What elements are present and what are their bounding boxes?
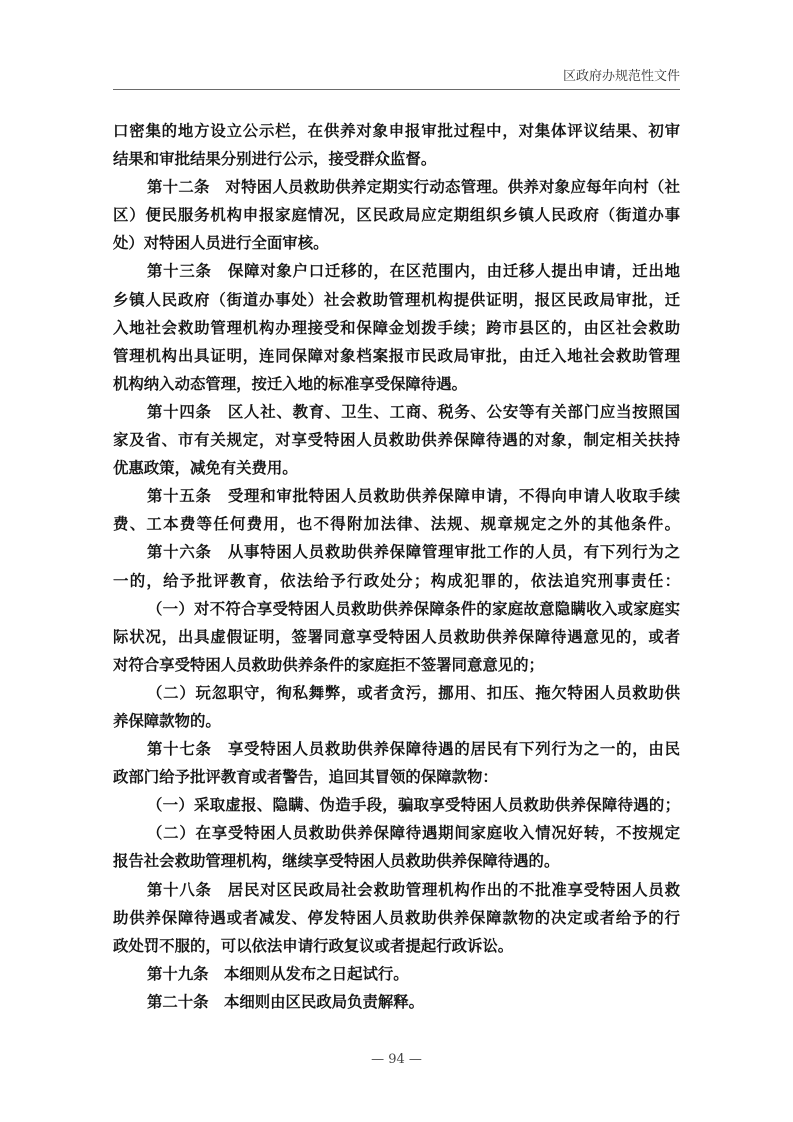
body-line: 第十九条 本细则从发布之日起试行。 <box>147 964 409 983</box>
article-14-paragraph <box>113 398 680 482</box>
body-line: 第十二条 对特困人员救助供养定期实行动态管理。供养对象应每年向村（社 <box>147 178 680 197</box>
body-line: 第十三条 保障对象户口迁移的，在区范围内，由迁移人提出申请，迁出地 <box>147 262 680 281</box>
body-line: 家及省、市有关规定，对享受特困人员救助供养保障待遇的对象，制定相关扶持 <box>113 431 680 450</box>
body-line: 一的，给予批评教育，依法给予行政处分；构成犯罪的，依法追究刑事责任： <box>113 571 680 590</box>
article-12-paragraph <box>113 173 680 257</box>
body-line: 入地社会救助管理机构办理接受和保障金划拨手续；跨市县区的，由区社会救助 <box>113 318 680 337</box>
body-line: 助供养保障待遇或者减发、停发特困人员救助供养保障款物的决定或者给予的行 <box>113 908 680 927</box>
page-number: — 94 — <box>371 1052 422 1067</box>
body-line: 费、工本费等任何费用，也不得附加法律、法规、规章规定之外的其他条件。 <box>113 515 680 534</box>
body-line: 结果和审批结果分别进行公示，接受群众监督。 <box>113 150 437 169</box>
body-line: 际状况，出具虚假证明，签署同意享受特困人员救助供养保障待遇意见的，或者 <box>113 627 680 646</box>
body-line: 区）便民服务机构申报家庭情况，区民政局应定期组织乡镇人民政府（街道办事 <box>113 206 680 225</box>
article-17-item-2 <box>113 819 680 875</box>
article-17-paragraph <box>113 735 680 791</box>
article-17-item-1 <box>113 791 680 819</box>
body-line: 口密集的地方设立公示栏，在供养对象申报审批过程中，对集体评议结果、初审 <box>113 122 680 140</box>
article-20-paragraph <box>113 988 680 1016</box>
article-16-item-2 <box>113 679 680 735</box>
article-paragraph <box>113 117 680 173</box>
body-line: 第十八条 居民对区民政局社会救助管理机构作出的不批准享受特困人员救 <box>147 880 680 899</box>
body-line: 第二十条 本细则由区民政局负责解释。 <box>147 992 425 1011</box>
body-line: （二）玩忽职守，徇私舞弊，或者贪污，挪用、扣压、拖欠特困人员救助供 <box>147 683 680 702</box>
body-line: 第十六条 从事特困人员救助供养保障管理审批工作的人员，有下列行为之 <box>147 543 680 562</box>
body-line: 管理机构出具证明，连同保障对象档案报市民政局审批，由迁入地社会救助管理 <box>113 346 680 365</box>
article-13-paragraph <box>113 257 680 397</box>
article-18-paragraph <box>113 876 680 960</box>
body-line: 机构纳入动态管理，按迁入地的标准享受保障待遇。 <box>113 374 467 393</box>
article-19-paragraph <box>113 960 680 988</box>
body-line: （二）在享受特困人员救助供养保障待遇期间家庭收入情况好转，不按规定 <box>147 824 680 843</box>
body-line: 第十七条 享受特困人员救助供养保障待遇的居民有下列行为之一的，由民 <box>147 740 680 759</box>
header-rule <box>113 89 680 90</box>
body-line: 乡镇人民政府（街道办事处）社会救助管理机构提供证明，报区民政局审批，迁 <box>113 290 680 309</box>
article-16-paragraph <box>113 538 680 594</box>
article-16-item-1 <box>113 595 680 679</box>
body-line: 报告社会救助管理机构，继续享受特困人员救助供养保障待遇的。 <box>113 852 560 871</box>
running-header: 区政府办规范性文件 <box>562 69 680 84</box>
body-line: 第十五条 受理和审批特困人员救助供养保障申请，不得向申请人收取手续 <box>147 487 680 506</box>
body-line: （一）对不符合享受特困人员救助供养保障条件的家庭故意隐瞒收入或家庭实 <box>147 599 680 618</box>
body-line: 处）对特困人员进行全面审核。 <box>113 234 329 253</box>
body-line: 第十四条 区人社、教育、卫生、工商、税务、公安等有关部门应当按照国 <box>147 402 680 421</box>
body-line: 养保障款物的。 <box>113 711 221 730</box>
document-body <box>113 117 680 1016</box>
body-line: 政处罚不服的，可以依法申请行政复议或者提起行政诉讼。 <box>113 936 514 955</box>
body-line: 优惠政策，减免有关费用。 <box>113 459 298 478</box>
body-line: 对符合享受特困人员救助供养条件的家庭拒不签署同意意见的； <box>113 655 544 674</box>
article-15-paragraph <box>113 482 680 538</box>
body-line: （一）采取虚报、隐瞒、伪造手段，骗取享受特困人员救助供养保障待遇的； <box>147 796 680 815</box>
body-line: 政部门给予批评教育或者警告，追回其冒领的保障款物： <box>113 768 498 787</box>
